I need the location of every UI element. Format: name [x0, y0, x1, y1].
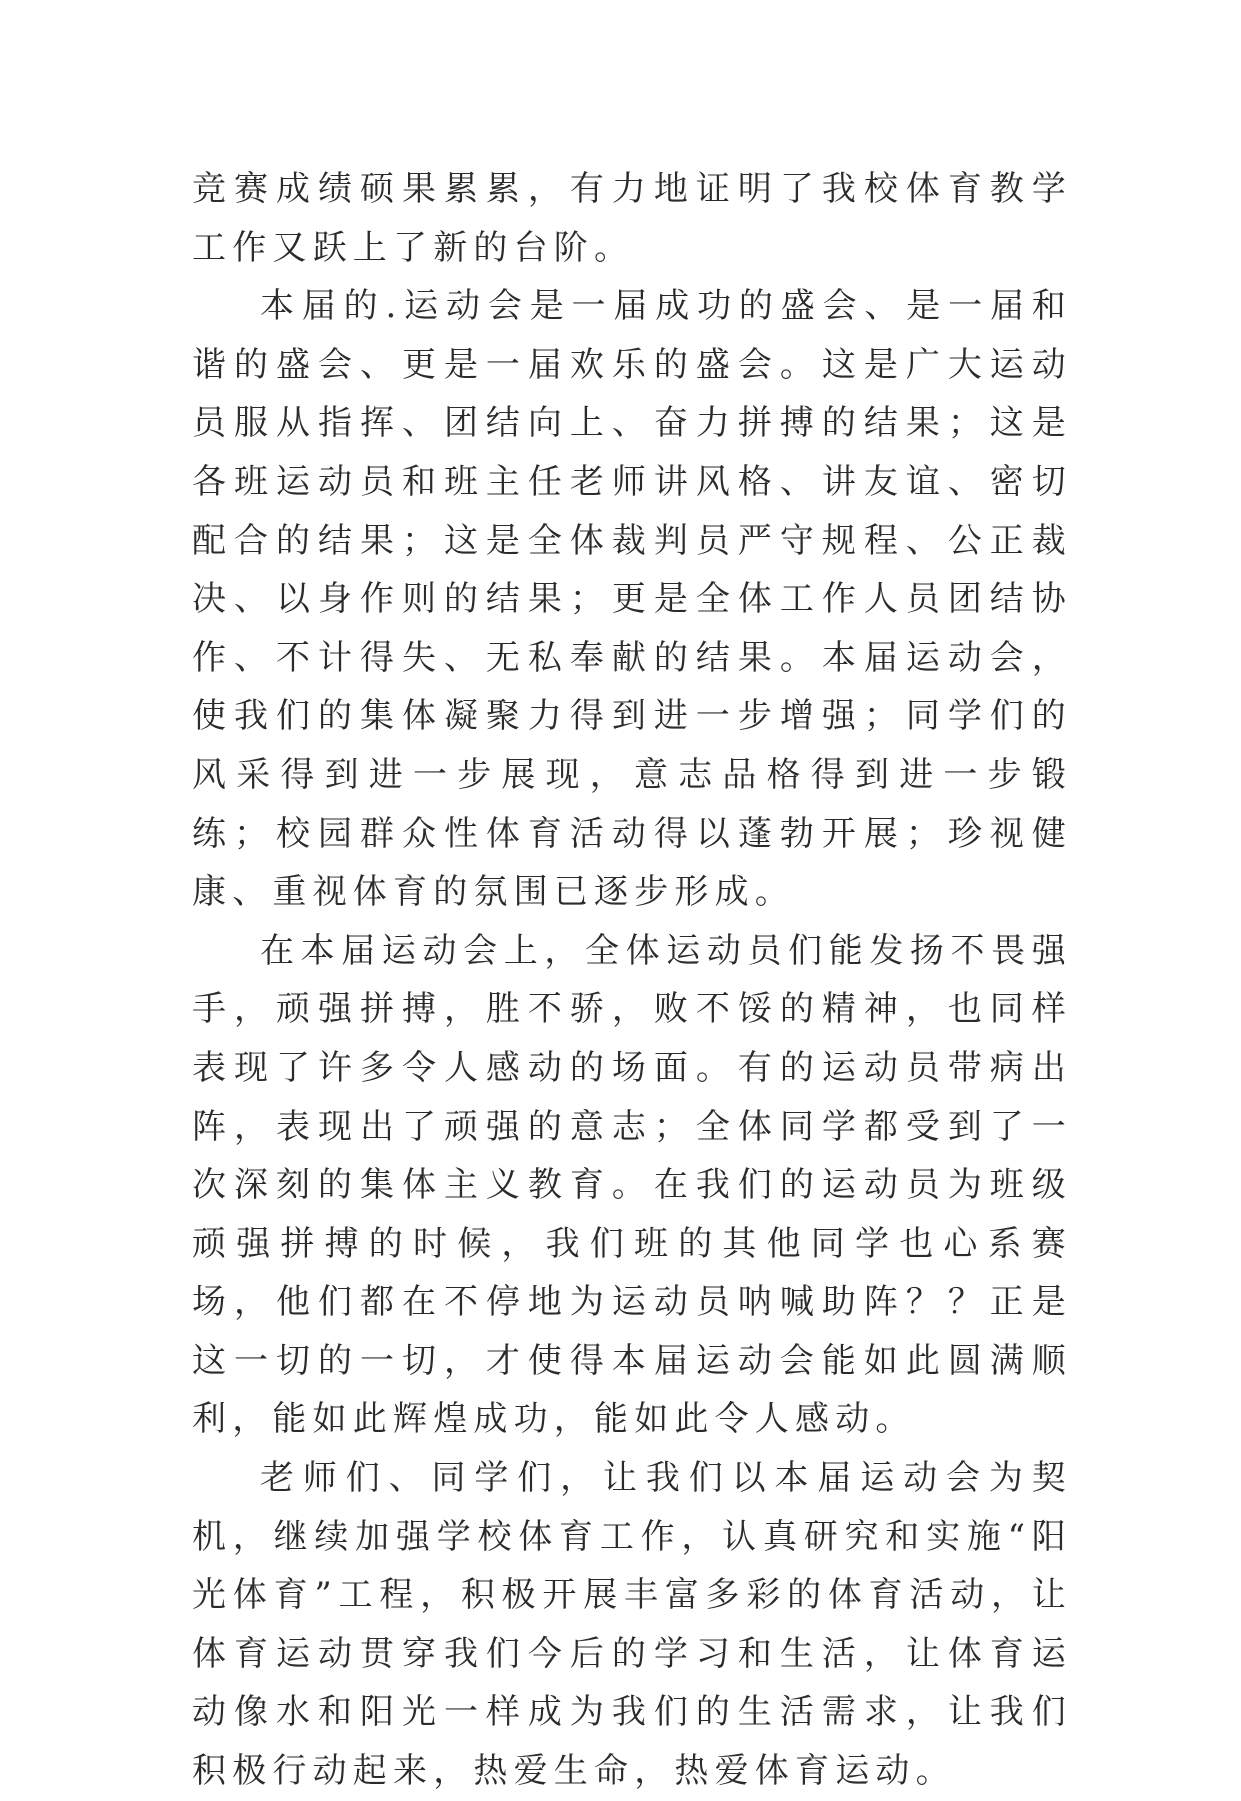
paragraph-3: 在本届运动会上，全体运动员们能发扬不畏强手，顽强拼搏，胜不骄，败不馁的精神，也同样表现了许多令人感动的场面。有的运动员带病出阵，表现出了顽强的意志；全体同学都受到了一次深刻的集体主义教育。在我们的运动员为班级顽强拼搏的时候，我们班的其他同学也心系赛场，他们都在不停地为运动员呐喊助阵？？正是这一切的一切，才使得本届运动会能如此圆满顺利，能如此辉煌成功，能如此令人感动。 [192, 930, 1072, 1440]
paragraph-2: 本届的.运动会是一届成功的盛会、是一届和谐的盛会、更是一届欢乐的盛会。这是广大运动员服从指挥、团结向上、奋力拼搏的结果；这是各班运动员和班主任老师讲风格、讲友谊、密切配合的结果；这是全体裁判员严守规程、公正裁决、以身作则的结果；更是全体工作人员团结协作、不计得失、无私奉献的结果。本届运动会，使我们的集体凝聚力得到进一步增强；同学们的风采得到进一步展现，意志品格得到进一步锻练；校园群众性体育活动得以蓬勃开展；珍视健康、重视体育的氛围已逐步形成。 [192, 286, 1072, 913]
paragraph-1: 竞赛成绩硕果累累，有力地证明了我校体育教学工作又跃上了新的台阶。 [192, 169, 1072, 268]
document-body [192, 160, 1072, 1801]
paragraph-4: 老师们、同学们，让我们以本届运动会为契机，继续加强学校体育工作，认真研究和实施“阳光体育”工程，积极开展丰富多彩的体育活动，让体育运动贯穿我们今后的学习和生活，让体育运动像水和阳光一样成为我们的生活需求，让我们积极行动起来，热爱生命，热爱体育运动。 [192, 1458, 1072, 1792]
